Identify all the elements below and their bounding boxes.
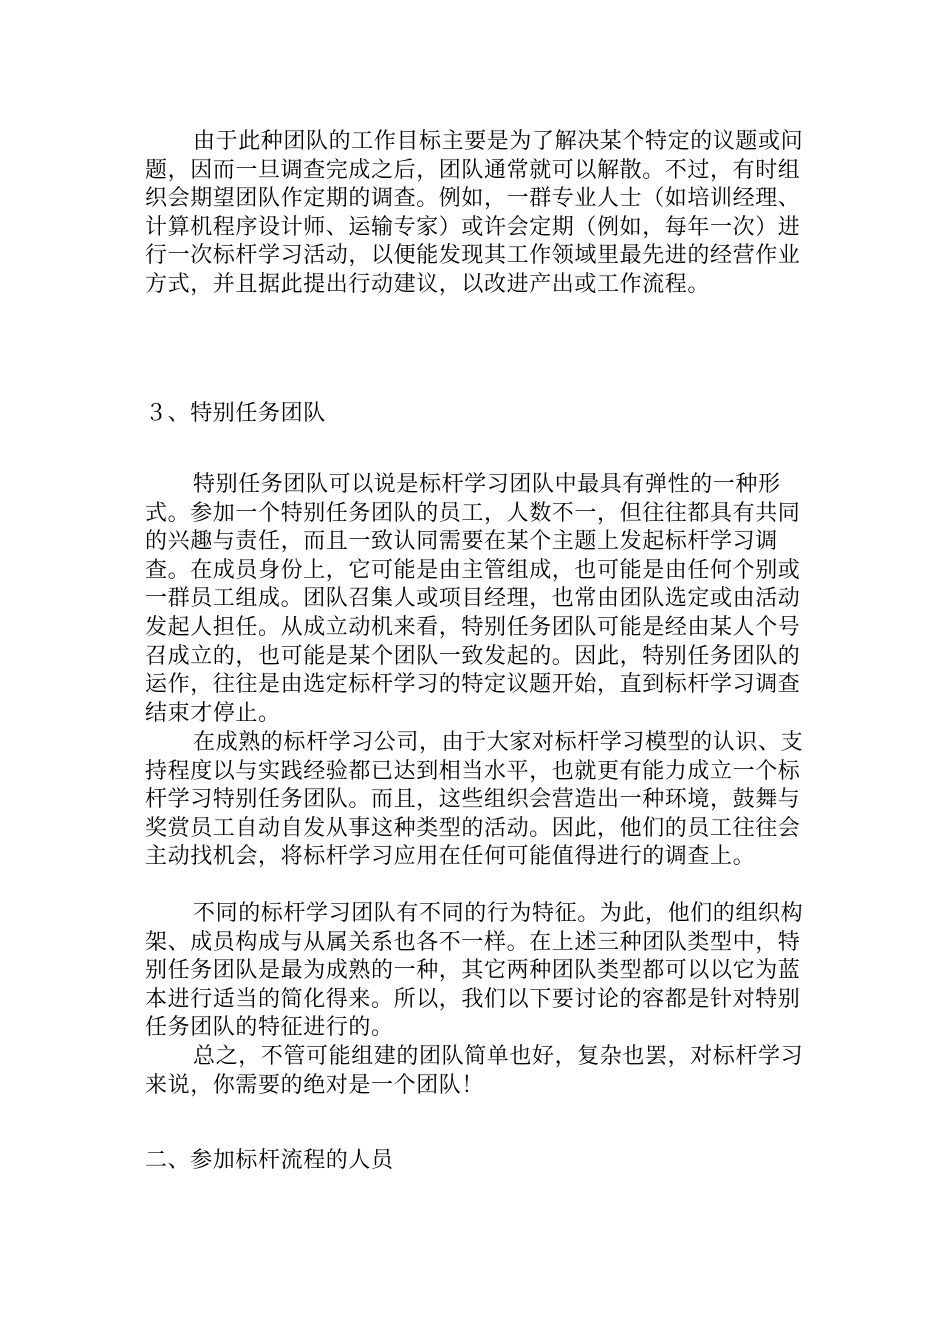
paragraph-mature-company: 在成熟的标杆学习公司，由于大家对标杆学习模型的认识、支持程度以与实践经验都已达到相当水平，也就更有能力成立一个标杆学习特别任务团队。而且，这些组织会营造出一种环境，鼓舞与奖赏员工自动自发从事这种类型的活动。因此，他们的员工往往会主动找机会，将标杆学习应用在任何可能值得进行的调查上。	[145, 730, 804, 870]
paragraph-conclusion: 总之，不管可能组建的团队简单也好，复杂也罢，对标杆学习来说，你需要的绝对是一个团队！	[145, 1044, 804, 1098]
paragraph-team-characteristics: 不同的标杆学习团队有不同的行为特征。为此，他们的组织构架、成员构成与从属关系也各不一样。在上述三种团队类型中，特别任务团队是最为成熟的一种，其它两种团队类型都可以以它为蓝本进行适当的简化得来。所以，我们以下要讨论的容都是针对特别任务团队的特征进行的。	[145, 901, 804, 1041]
paragraph-special-task-team-definition: 特别任务团队可以说是标杆学习团队中最具有弹性的一种形式。参加一个特别任务团队的员工，人数不一，但往往都具有共同的兴趣与责任，而且一致认同需要在某个主题上发起标杆学习调查。在成员身份上，它可能是由主管组成，也可能是由任何个别或一群员工组成。团队召集人或项目经理，也常由团队选定或由活动发起人担任。从成立动机来看，特别任务团队可能是经由某人个号召成立的，也可能是某个团队一致发起的。因此，特别任务团队的运作，往往是由选定标杆学习的特定议题开始，直到标杆学习调查结束才停止。	[145, 472, 801, 726]
section-heading-special-task-team: ３、特别任务团队	[145, 401, 326, 426]
paragraph-team-dissolution: 由于此种团队的工作目标主要是为了解决某个特定的议题或问题，因而一旦调查完成之后，团队通常就可以解散。不过，有时组织会期望团队作定期的调查。例如，一群专业人士（如培训经理、计算机程序设计师、运输专家）或许会定期（例如，每年一次）进行一次标杆学习活动，以便能发现其工作领域里最先进的经营作业方式，并且据此提出行动建议，以改进产出或工作流程。	[145, 129, 804, 297]
chapter-heading-participants: 二、参加标杆流程的人员	[145, 1148, 394, 1173]
